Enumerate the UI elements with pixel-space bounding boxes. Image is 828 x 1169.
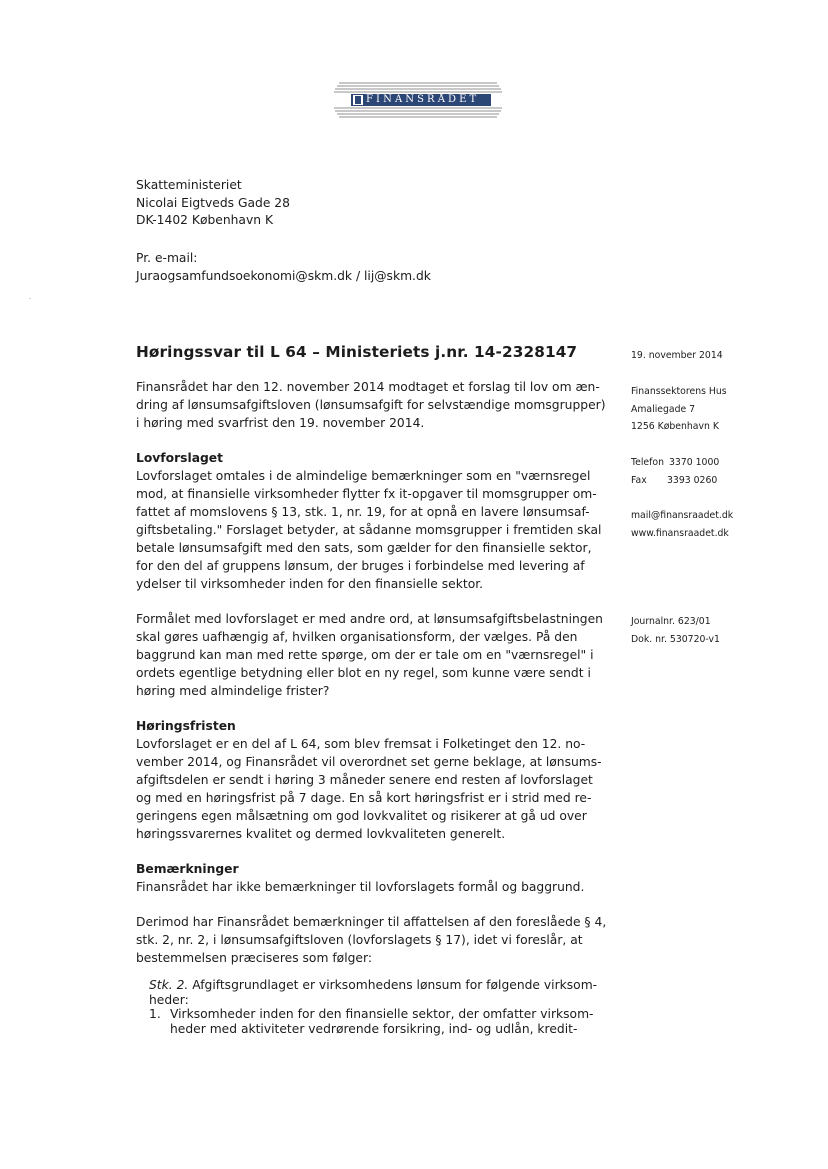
lovforslaget-section [136, 449, 602, 593]
text-line: giftsbetaling." Forslaget betyder, at sådanne momsgrupper i fremtiden skal [136, 523, 602, 537]
text-line: Derimod har Finansrådet bemærkninger til affattelsen af den foreslåede § 4, [136, 915, 607, 929]
text-line: betale lønsumsafgift med den sats, som gælder for den finansielle sektor, [136, 541, 592, 555]
recipient-address [136, 177, 290, 230]
logo-text: FINANSRÅDET [366, 94, 480, 105]
bemaerkninger-section [136, 860, 596, 896]
fax-line [631, 472, 719, 490]
email-addresses: Juraogsamfundsoekonomi@skm.dk / lij@skm.dk [136, 268, 431, 283]
text-line: geringens egen målsætning om god lovkvalitet og risikerer at gå ud over [136, 809, 587, 823]
text-line: heder: [149, 992, 189, 1007]
phone-number: 3370 1000 [669, 457, 720, 468]
item-number: 1. [149, 1007, 161, 1021]
sender-street: Amaliegade 7 [631, 403, 696, 415]
letter-date: 19. november 2014 [631, 350, 723, 361]
text-line: ordets egentlige betydning eller blot en ny regel, som kunne være sendt i [136, 666, 591, 680]
text-line: baggrund kan man med rette spørge, om der er tale om en "værnsregel" i [136, 648, 594, 662]
text-line: vember 2014, og Finansrådet vil overordnet set gerne beklage, at lønsums- [136, 755, 602, 769]
finansraadet-logo [333, 80, 503, 120]
text-line: høring med almindelige frister? [136, 684, 330, 698]
text-line: dring af lønsumsafgiftsloven (lønsumsafgift for selvstændige momsgrupper) [136, 398, 606, 412]
sender-org: Finanssektorens Hus [631, 386, 727, 397]
text-line: Lovforslaget er en del af L 64, som blev fremsat i Folketinget den 12. no- [136, 737, 586, 751]
sender-contact [631, 454, 719, 489]
email-block [136, 250, 431, 285]
text-line: stk. 2, nr. 2, i lønsumsafgiftsloven (lovforslagets § 17), idet vi foreslår, at [136, 933, 583, 947]
text-line: Finansrådet har den 12. november 2014 modtaget et forslag til lov om æn- [136, 380, 600, 394]
derimod-paragraph [136, 913, 607, 967]
email-label: Pr. e-mail: [136, 251, 198, 265]
text-line: mod, at finansielle virksomheder flytter fx it-opgaver til momsgrupper om- [136, 487, 597, 501]
text-line: i høring med svarfrist den 19. november 2014. [136, 416, 425, 430]
formaal-paragraph [136, 610, 603, 700]
document-title: Høringssvar til L 64 – Ministeriets j.nr. 14-2328147 [136, 343, 578, 361]
journal-number: Journalnr. 623/01 [631, 616, 711, 627]
text-line: ydelser til virksomheder inden for den finansielle sektor. [136, 577, 484, 591]
text-line: Afgiftsgrundlaget er virksomhedens lønsum for følgende virksom- [188, 978, 598, 992]
text-line: Formålet med lovforslaget er med andre ord, at lønsumsafgiftsbelastningen [136, 612, 603, 626]
recipient-name: Skatteministeriet [136, 178, 242, 192]
text-line: og med en høringsfrist på 7 dage. En så kort høringsfrist er i strid med re- [136, 791, 592, 805]
letter-body [136, 378, 607, 967]
text-line: afgiftsdelen er sendt i høring 3 måneder senere end resten af lovforslaget [136, 773, 593, 787]
intro-paragraph [136, 378, 606, 432]
sender-web [631, 507, 733, 542]
text-line: Finansrådet har ikke bemærkninger til lovforslagets formål og baggrund. [136, 880, 585, 894]
sender-mail[interactable]: mail@finansraadet.dk [631, 510, 734, 521]
margin-mark [29, 298, 31, 299]
fax-label: Fax [631, 474, 647, 486]
recipient-city: DK-1402 København K [136, 213, 274, 227]
section-heading-bemaerkninger: Bemærkninger [136, 862, 239, 876]
reference-block [631, 613, 720, 648]
sender-city: 1256 København K [631, 421, 719, 432]
text-line: høringssvarernes kvalitet og dermed lovkvaliteten generelt. [136, 827, 506, 841]
phone-line [631, 454, 719, 472]
text-line: bestemmelsen præciseres som følger: [136, 951, 372, 965]
quote-line [149, 978, 599, 993]
side-date [631, 347, 723, 365]
recipient-street: Nicolai Eigtveds Gade 28 [136, 195, 290, 210]
text-line: for den del af gruppens lønsum, der bruges i forbindelse med levering af [136, 559, 585, 573]
phone-label: Telefon [631, 457, 664, 468]
text-line: fattet af momslovens § 13, stk. 1, nr. 19, for at opnå en lavere lønsumsaf- [136, 505, 590, 519]
sender-website[interactable]: www.finansraadet.dk [631, 527, 729, 539]
proposed-law-text [149, 978, 599, 1036]
fax-number: 3393 0260 [667, 474, 718, 486]
list-item [149, 1007, 599, 1022]
text-line: skal gøres uafhængig af, hvilken organisationsform, der vælges. På den [136, 630, 578, 644]
text-line: Virksomheder inden for den finansielle sektor, der omfatter virksom- [170, 1007, 594, 1021]
section-heading-lovforslaget: Lovforslaget [136, 451, 224, 465]
section-heading-hoeringsfristen: Høringsfristen [136, 719, 236, 733]
document-number: Dok. nr. 530720-v1 [631, 633, 720, 645]
sender-address [631, 383, 727, 436]
text-line: heder med aktiviteter vedrørende forsikring, ind- og udlån, kredit- [170, 1021, 578, 1036]
stk-label: Stk. 2. [149, 978, 189, 992]
hoeringsfristen-section [136, 717, 602, 843]
text-line: Lovforslaget omtales i de almindelige bemærkninger som en "værnsregel [136, 469, 591, 483]
